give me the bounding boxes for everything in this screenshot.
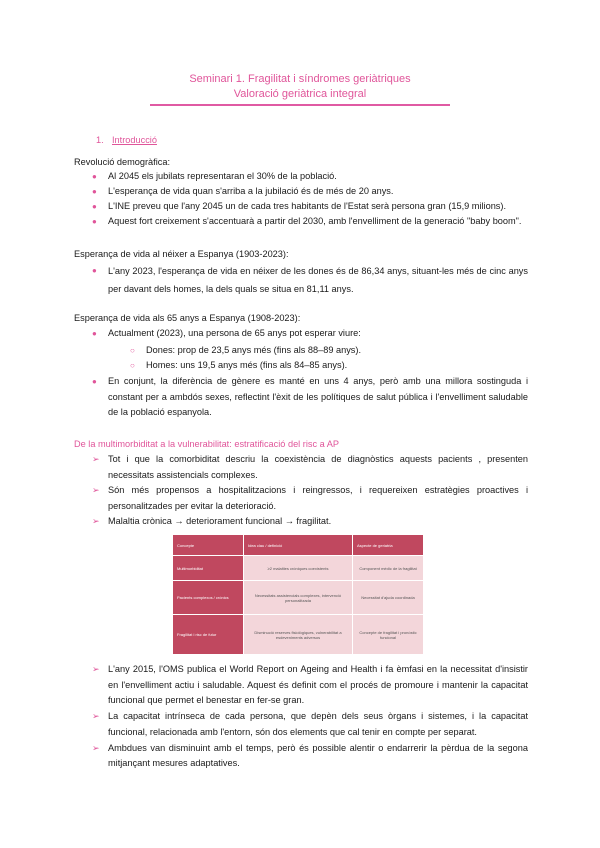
table-row	[173, 581, 424, 615]
circle-bullet-icon: ○	[130, 346, 135, 355]
list-item: ➢ Són més propensos a hospitalitzacions i reingressos, i requereixen estratègies proactives i personalitzades per evitar la deterioració.	[92, 485, 528, 511]
concept-table	[172, 534, 424, 655]
list-at65-b	[92, 374, 528, 421]
arrow-bullet-icon: ➢	[92, 664, 100, 674]
title-underline	[150, 104, 450, 106]
list-item: ➢ Ambdues van disminuint amb el temps, però és possible alentir o endarrerir la pèrdua de la segona mitjançant mesures adaptatives.	[92, 742, 528, 769]
table-header-cell: Idea clau / definició	[244, 535, 353, 556]
list-multimorbidity	[92, 452, 528, 530]
arrow-bullet-icon: ➢	[92, 711, 100, 722]
table-row	[173, 556, 424, 581]
arrow-bullet-icon: ➢	[92, 454, 100, 464]
bullet-icon: ●	[92, 187, 97, 196]
list-item: ➢ La capacitat intrínseca de cada persona, que depèn dels seus òrgans i sistemes, i la capacitat funcional, relacionada amb l'entorn, són dos elements que cal tenir en compte per separat.	[92, 711, 528, 737]
list-demographic	[92, 169, 528, 229]
bullet-icon: ●	[92, 266, 97, 275]
list-item: ● Aquest fort creixement s'accentuarà a partir del 2030, amb l'envelliment de la generació "baby boom".	[92, 214, 528, 229]
table-cell: Fragilitat i risc de futur	[173, 615, 244, 655]
heading-multimorbidity: De la multimorbiditat a la vulnerabilitat: estratificació del risc a AP	[74, 439, 340, 449]
bullet-icon: ●	[92, 217, 97, 226]
section-heading-intro	[96, 134, 157, 147]
list-birth	[92, 262, 528, 298]
bullet-icon: ●	[92, 172, 97, 181]
arrow-bullet-icon: ➢	[92, 485, 100, 495]
table-header-row	[173, 535, 424, 556]
circle-bullet-icon: ○	[130, 361, 135, 370]
list-item: ○ Homes: uns 19,5 anys més (fins als 84–85 anys).	[130, 358, 361, 373]
list-item: ● Actualment (2023), una persona de 65 anys pot esperar viure:	[92, 326, 528, 341]
list-item: ➢ Tot i que la comorbiditat descriu la coexistència de diagnòstics aquests pacients , presenten necessitats assistencials complexes.	[92, 454, 528, 480]
intro-label: Introducció	[112, 135, 157, 145]
table-row	[173, 615, 424, 655]
arrow-bullet-icon: ➢	[92, 516, 100, 526]
list-item: ● L'INE preveu que l'any 2045 un de cada tres habitants de l'Estat serà persona gran (15,9 milions).	[92, 199, 528, 214]
table-cell: Component mèdic de la fragilitat	[353, 556, 424, 581]
list-item: ● L'any 2023, l'esperança de vida en néixer de les dones és de 86,34 anys, situant-les més de cinc anys per davant dels homes, la dels quals se situa en 81,11 anys.	[92, 262, 528, 298]
table-header-cell: Concepte	[173, 535, 244, 556]
arrow-bullet-icon: ➢	[92, 742, 100, 753]
heading-at65: Esperança de vida als 65 anys a Espanya (1908-2023):	[74, 313, 301, 323]
title-line-2: Valoració geriàtrica integral	[233, 88, 367, 100]
table-header-cell: Aspecte de geriatria	[353, 535, 424, 556]
table-cell: ≥2 malalties cròniques coexistents	[244, 556, 353, 581]
list-item: ● Al 2045 els jubilats representaran el 30% de la població.	[92, 169, 528, 184]
list-final	[92, 662, 528, 772]
bullet-icon: ●	[92, 329, 97, 338]
list-item: ➢ L'any 2015, l'OMS publica el World Report on Ageing and Health i fa èmfasi en la necessitat d'insistir en l'envelliment actiu i saludable. Aquest és definit com el procés de promoure i mantenir la capacitat funcional que permet el benestar en fer-se gran.	[92, 664, 528, 706]
table-cell: Multimorbiditat	[173, 556, 244, 581]
list-item: ○ Dones: prop de 23,5 anys més (fins als 88–89 anys).	[130, 343, 361, 358]
intro-number: 1.	[96, 135, 104, 145]
table-cell: Pacients complexos / crònics	[173, 581, 244, 615]
title-block	[0, 72, 600, 102]
table-cell: Disminució reserves fisiològiques, vulnerabilitat a esdeveniments adversos	[244, 615, 353, 655]
bullet-icon: ●	[92, 202, 97, 211]
table-cell: Concepte de fragilitat i pronòstic funcional	[353, 615, 424, 655]
list-item: ➢ Malaltia crònica → deteriorament funcional → fragilitat.	[92, 514, 528, 530]
table-cell: Necessitats assistencials complexes, intervenció personalitzada	[244, 581, 353, 615]
list-item: ● L'esperança de vida quan s'arriba a la jubilació és de més de 20 anys.	[92, 184, 528, 199]
sublist-at65	[130, 343, 361, 373]
list-at65-a	[92, 326, 528, 341]
table-cell: Necessitat d'ajuda coordinada	[353, 581, 424, 615]
heading-demographic: Revolució demogràfica:	[74, 157, 171, 167]
bullet-icon: ●	[92, 377, 97, 386]
heading-birth: Esperança de vida al néixer a Espanya (1903-2023):	[74, 249, 289, 259]
title-line-1: Seminari 1. Fragilitat i síndromes geriàtriques	[189, 73, 411, 85]
list-item: ● En conjunt, la diferència de gènere es manté en uns 4 anys, però amb una millora sostinguda i constant per a ambdós sexes, reflectint l'èxit de les polítiques de salut pública i l'envelliment saludable de la població espanyola.	[92, 376, 528, 417]
